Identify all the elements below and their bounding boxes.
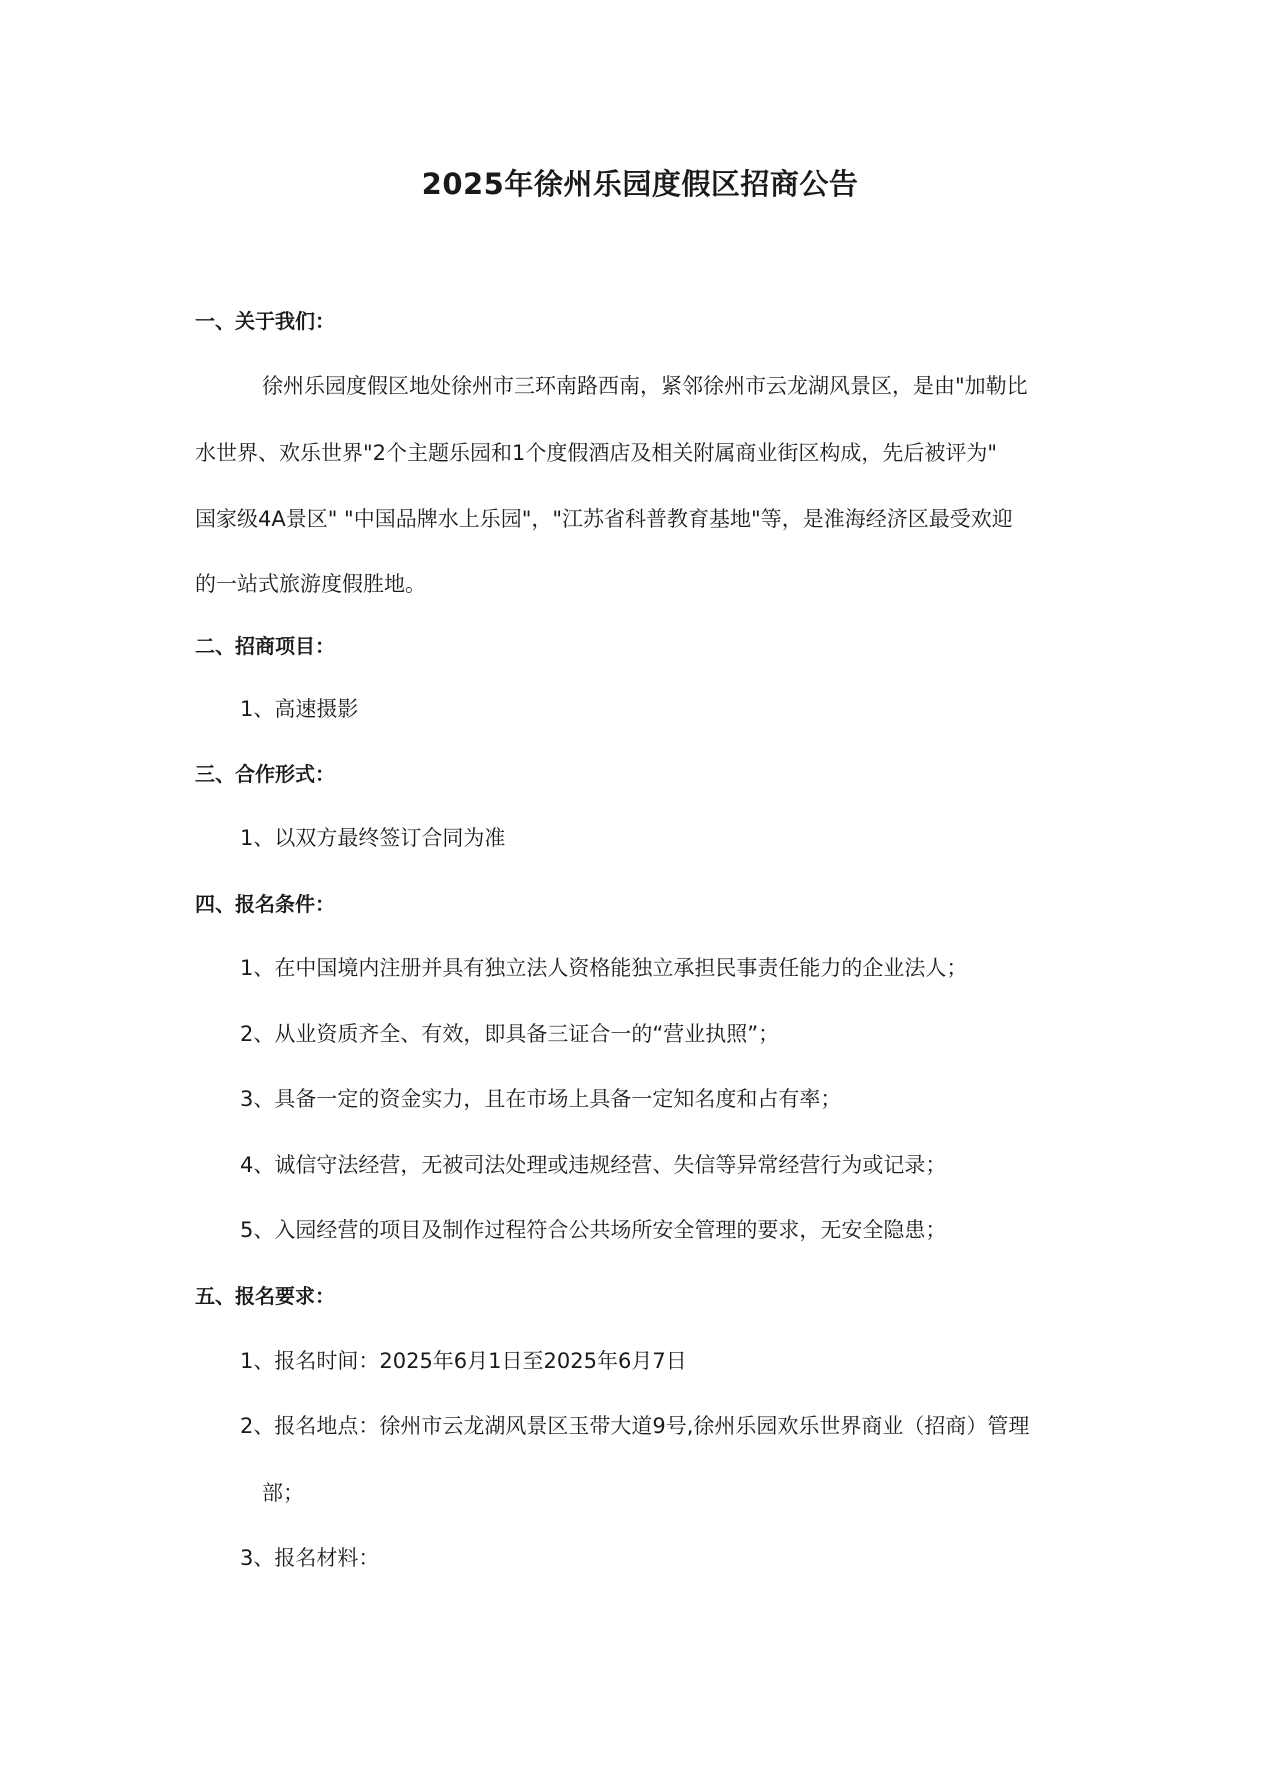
document-title: 2025年徐州乐园度假区招商公告	[421, 167, 859, 201]
conditions-item-5: 5、入园经营的项目及制作过程符合公共场所安全管理的要求，无安全隐患；	[240, 1218, 947, 1242]
section-heading-conditions: 四、报名条件：	[195, 892, 335, 916]
conditions-item-3: 3、具备一定的资金实力，且在市场上具备一定知名度和占有率；	[240, 1087, 842, 1111]
section-heading-about: 一、关于我们：	[195, 309, 335, 333]
conditions-item-4: 4、诚信守法经营，无被司法处理或违规经营、失信等异常经营行为或记录；	[240, 1153, 947, 1177]
requirements-item-2: 2、报名地点：徐州市云龙湖风景区玉带大道9号,徐州乐园欢乐世界商业（招商）管理	[240, 1414, 1030, 1438]
projects-item-1: 1、高速摄影	[240, 697, 359, 721]
section-heading-requirements: 五、报名要求：	[195, 1284, 335, 1308]
requirements-item-2-continuation: 部；	[262, 1481, 304, 1505]
conditions-item-2: 2、从业资质齐全、有效，即具备三证合一的“营业执照”；	[240, 1022, 780, 1046]
cooperation-item-1: 1、以双方最终签订合同为准	[240, 826, 506, 850]
requirements-item-1: 1、报名时间：2025年6月1日至2025年6月7日	[240, 1349, 687, 1373]
requirements-item-3: 3、报名材料：	[240, 1546, 380, 1570]
about-paragraph-line-1: 徐州乐园度假区地处徐州市三环南路西南，紧邻徐州市云龙湖风景区，是由"加勒比	[262, 374, 1028, 398]
section-heading-projects: 二、招商项目：	[195, 634, 335, 658]
conditions-item-1: 1、在中国境内注册并具有独立法人资格能独立承担民事责任能力的企业法人；	[240, 956, 968, 980]
section-heading-cooperation: 三、合作形式：	[195, 762, 335, 786]
about-paragraph-line-4: 的一站式旅游度假胜地。	[195, 572, 426, 596]
about-paragraph-line-2: 水世界、欢乐世界"2个主题乐园和1个度假酒店及相关附属商业街区构成，先后被评为"	[195, 441, 998, 465]
about-paragraph-line-3: 国家级4A景区" "中国品牌水上乐园"，"江苏省科普教育基地"等，是淮海经济区最受欢迎	[195, 507, 1013, 531]
